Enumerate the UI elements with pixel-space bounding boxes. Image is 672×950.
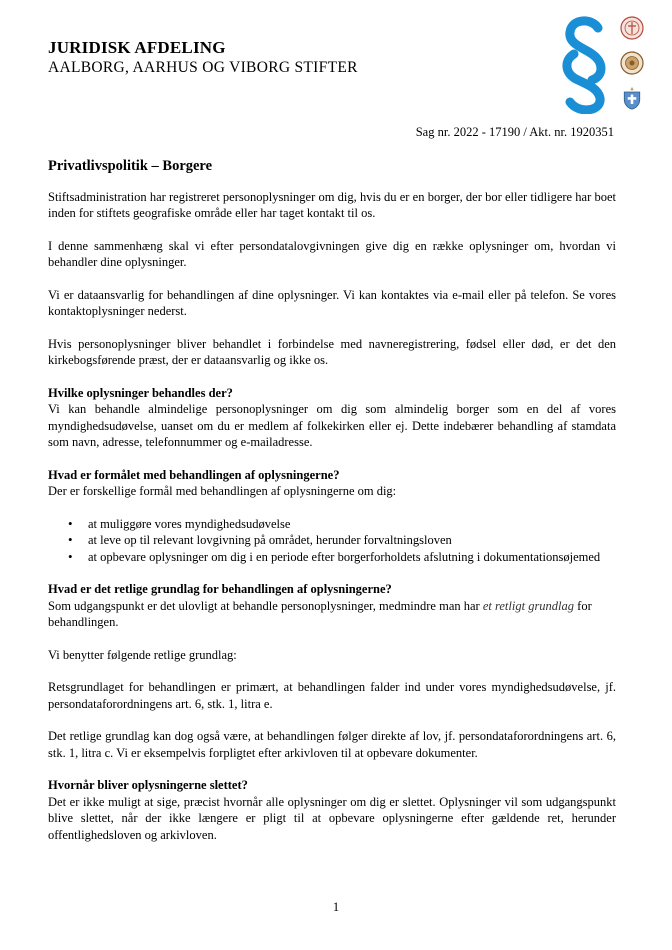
text-run: Som udgangspunkt er det ulovligt at behandle personoplysninger, medmindre man har: [48, 598, 483, 613]
list-item: • at opbevare oplysninger om dig i en periode efter borgerforholdets afslutning i dokumentationsøjemed: [88, 549, 616, 566]
list-item: • at leve op til relevant lovgivning på området, herunder forvaltningsloven: [88, 532, 616, 549]
department-title: JURIDISK AFDELING: [48, 38, 226, 57]
letterhead: [48, 38, 358, 78]
section-text: Det retlige grundlag kan dog også være, at behandlingen følger direkte af lov, jf. persondataforordningens art. 6, stk. 1, litra c. Vi er eksempelvis forpligtet efter arkivloven til at opbevare dokumenter.: [48, 729, 616, 760]
document-title: Privatlivspolitik – Borgere: [48, 158, 213, 174]
page-number: 1: [332, 900, 340, 914]
section-heading: Hvad er det retlige grundlag for behandlingen af oplysningerne?: [48, 582, 392, 596]
intro-paragraph-3: Vi er dataansvarlig for behandlingen af dine oplysninger. Vi kan kontaktes via e-mail eller på telefon. Se vores kontaktoplysninger nederst.: [48, 287, 616, 318]
document-body: [48, 158, 616, 859]
stift-seal-icon: [620, 86, 644, 110]
section-heading: Hvad er formålet med behandlingen af oplysningerne?: [48, 467, 340, 482]
section-text: Det er ikke muligt at sige, præcist hvornår alle oplysninger om dig er slettet. Oplysninger vil som udgangspunkt blive slettet, når der ikke længere er pligt til at opbevare oplysningerne efter gældende ret, herunder offentlighedsloven og arkivloven.: [48, 794, 616, 842]
section-heading: Hvornår bliver oplysningerne slettet?: [48, 778, 248, 792]
section-text: [48, 598, 616, 631]
emphasis-text: et retligt grundlag: [482, 598, 575, 613]
intro-paragraph-2: I denne sammenhæng skal vi efter persondatalovgivningen give dig en række oplysninger om, hvordan vi behandler dine oplysninger.: [48, 238, 616, 269]
text-run: for behandlingen.: [48, 598, 592, 629]
department-subtitle: AALBORG, AARHUS OG VIBORG STIFTER: [48, 59, 358, 76]
section-heading: Hvilke oplysninger behandles der?: [48, 385, 233, 400]
section-text: Retsgrundlaget for behandlingen er primært, at behandlingen falder ind under vores myndighedsudøvelse, jf. persondataforordningens art. 6, stk. 1, litra e.: [48, 680, 616, 711]
intro-paragraph-4: Hvis personoplysninger bliver behandlet i forbindelse med navneregistrering, fødsel eller død, er det den kirkebogsførende præst, der er dataansvarlig og ikke os.: [48, 336, 616, 367]
purpose-list: [48, 516, 616, 566]
section-text: Vi kan behandle almindelige personoplysninger om dig som almindelig borger som en del af vores myndighedsudøvelse, uanset om du er medlem af folkekirken eller ej. Dette indebærer behandling af stamdata som navn, adresse, telefonnummer og e-mailadresse.: [48, 402, 616, 449]
intro-paragraph-1: Stiftsadministration har registreret personoplysninger om dig, hvis du er en borger, der bor eller tidligere har boet inden for stiftets geografiske område eller har taget kontakt til os.: [48, 189, 616, 220]
stift-seal-icon: [620, 16, 644, 40]
case-reference: Sag nr. 2022 - 17190 / Akt. nr. 1920351: [415, 125, 614, 139]
list-item: • at muliggøre vores myndighedsudøvelse: [88, 516, 616, 533]
stift-seal-icon: [620, 51, 644, 75]
seal-column: [620, 16, 648, 121]
paragraph-logo-icon: [558, 14, 612, 114]
section-text: Vi benytter følgende retlige grundlag:: [48, 647, 237, 662]
section-text: Der er forskellige formål med behandlingen af oplysningerne om dig:: [48, 484, 397, 498]
